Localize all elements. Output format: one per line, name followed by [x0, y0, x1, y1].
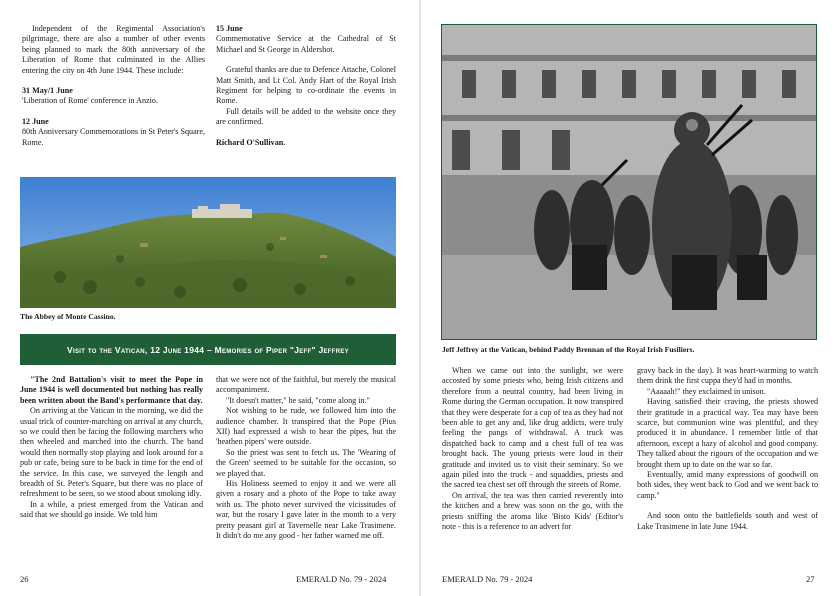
magazine-footer-title: EMERALD No. 79 - 2024 [442, 574, 533, 584]
article-lead: "The 2nd Battalion's visit to meet the Pope in June 1944 is well documented but nothing has really been written about the Band's performance that day. [20, 375, 203, 405]
article-paragraph: And soon onto the battlefields south and west of Lake Trasimene in late June 1944. [637, 511, 818, 531]
event-date: 31 May/1 June [22, 86, 73, 96]
article-paragraph: that we were not of the faithful, but merely the musical accompaniment. [216, 375, 396, 395]
event-description: 'Liberation of Rome' conference in Anzio. [22, 96, 158, 106]
website-note: Full details will be added to the website once they are confirmed. [216, 106, 396, 127]
article-column-1 [20, 375, 203, 521]
article-paragraph: On arrival, the tea was then carried reverently into the kitchen and a brew was soon on the go, with the priests sniffing the aroma like 'Bisto Kids' (Editor's note - this is a reference to an advert for [442, 490, 623, 532]
article-paragraph: "Aaaaah!" they exclaimed in unison. [647, 386, 766, 396]
vatican-pipers-photo [441, 24, 817, 340]
article-paragraph: So the priest was sent to fetch us. The 'Wearing of the Green' seemed to be suitable for the occasion, so we played that. [216, 447, 396, 478]
article-paragraph: "It doesn't matter," he said, "come along in." [226, 395, 370, 405]
thanks-text: Grateful thanks are due to Defence Attache, Colonel Matt Smith, and Lt Col. Andy Hart of the Royal Irish Regiment for helping to co-ordinate the events in Rome. [216, 65, 396, 106]
event-date: 12 June [22, 116, 49, 126]
article-paragraph: Eventually, amid many expressions of goodwill on both sides, they went back to God and we went back to camp." [637, 470, 818, 500]
page-number: 27 [806, 574, 815, 584]
page-gutter [419, 0, 421, 596]
event-description: Commemorative Service at the Cathedral of St Michael and St George in Aldershot. [216, 34, 396, 54]
article-paragraph: On arriving at the Vatican in the morning, we did the usual trick of counter-marching on arrival at any church, so we could then be facing the following marchers who then wheeled and marched into the church. The band would then normally stop playing and look around for a pub or cafe, being sure to be back in time for the end of the service. In this case, we surveyed the length and breadth of St. Peter's Square, but there was no place of refreshment to be seen, so we stood about smoking idly. [20, 406, 203, 499]
article-paragraph: His Holiness seemed to enjoy it and we were all given a rosary and a photo of the Pope to take away with us. The photo never survived the vicissitudes of war, but the rosary I gave later in the month to a very pretty peasant girl at Tavernelle near Lake Trasimene. It didn't do me any good - her father warned me off. [216, 479, 396, 541]
author-signature: Richard O'Sullivan. [216, 137, 286, 147]
article-paragraph: gravy back in the day). It was heart-warming to watch them drink the first cuppa they'd had in months. [637, 366, 818, 386]
article-paragraph: When we came out into the sunlight, we were accosted by some priests who, being Irish citizens and therefore from a neutral country, had been living in Rome during the German occupation. It now transpired that they were desperate for a cup of tea as they had not been able to get any and, like drug addicts, were truly feeling the pangs of withdrawal. A truck was dispatched back to camp and a chest full of tea was brought back. The young priests were loud in their gratitude and invited us to visit their seminary. So we again piled into the truck - and squaddies, priests and the sacred tea chest set off through the streets of Rome. [442, 366, 623, 490]
article-title-banner: Visit to the Vatican, 12 June 1944 – Memories of Piper "Jeff" Jeffrey [20, 334, 396, 365]
right-article-column-1 [442, 366, 623, 533]
right-article-column-2 [637, 366, 818, 532]
magazine-footer-title: EMERALD No. 79 - 2024 [296, 574, 387, 584]
photo-caption: The Abbey of Monte Cassino. [20, 312, 116, 321]
event-description: 80th Anniversary Commemorations in St Peter's Square, Rome. [22, 127, 205, 147]
article-paragraph: Having satisfied their craving, the priests showed their gratitude in a practical way. Tea may have been scarce, but communion wine was plentiful, and they produced it in abundance. I remember little of that afternoon, except a hazy of alcohol and good company. They talked about the rigours of the occupation and we brought them up to date on the war so far. [637, 397, 818, 469]
page-number: 26 [20, 574, 29, 584]
left-events-column [216, 24, 396, 148]
event-date: 15 June [216, 24, 243, 33]
photo-caption: Jeff Jeffrey at the Vatican, behind Paddy Brennan of the Royal Irish Fusiliers. [442, 345, 695, 354]
intro-text: Independent of the Regimental Association's pilgrimage, there are also a number of other events being planned to mark the 80th anniversary of the Liberation of Rome that culminated in the Allies entering the city on 4th June 1944. These include: [22, 24, 205, 75]
left-intro-column [22, 24, 205, 148]
article-paragraph: In a while, a priest emerged from the Vatican and said that we should go inside. We told him [20, 499, 203, 520]
monte-cassino-photo [20, 177, 396, 308]
article-column-2 [216, 375, 396, 542]
article-paragraph: Not wishing to be rude, we followed him into the audience chamber. It transpired that the Pope (Pius XII) had expressed a wish to hear the pipes, but the 'heathen pipers' were outside. [216, 406, 396, 447]
